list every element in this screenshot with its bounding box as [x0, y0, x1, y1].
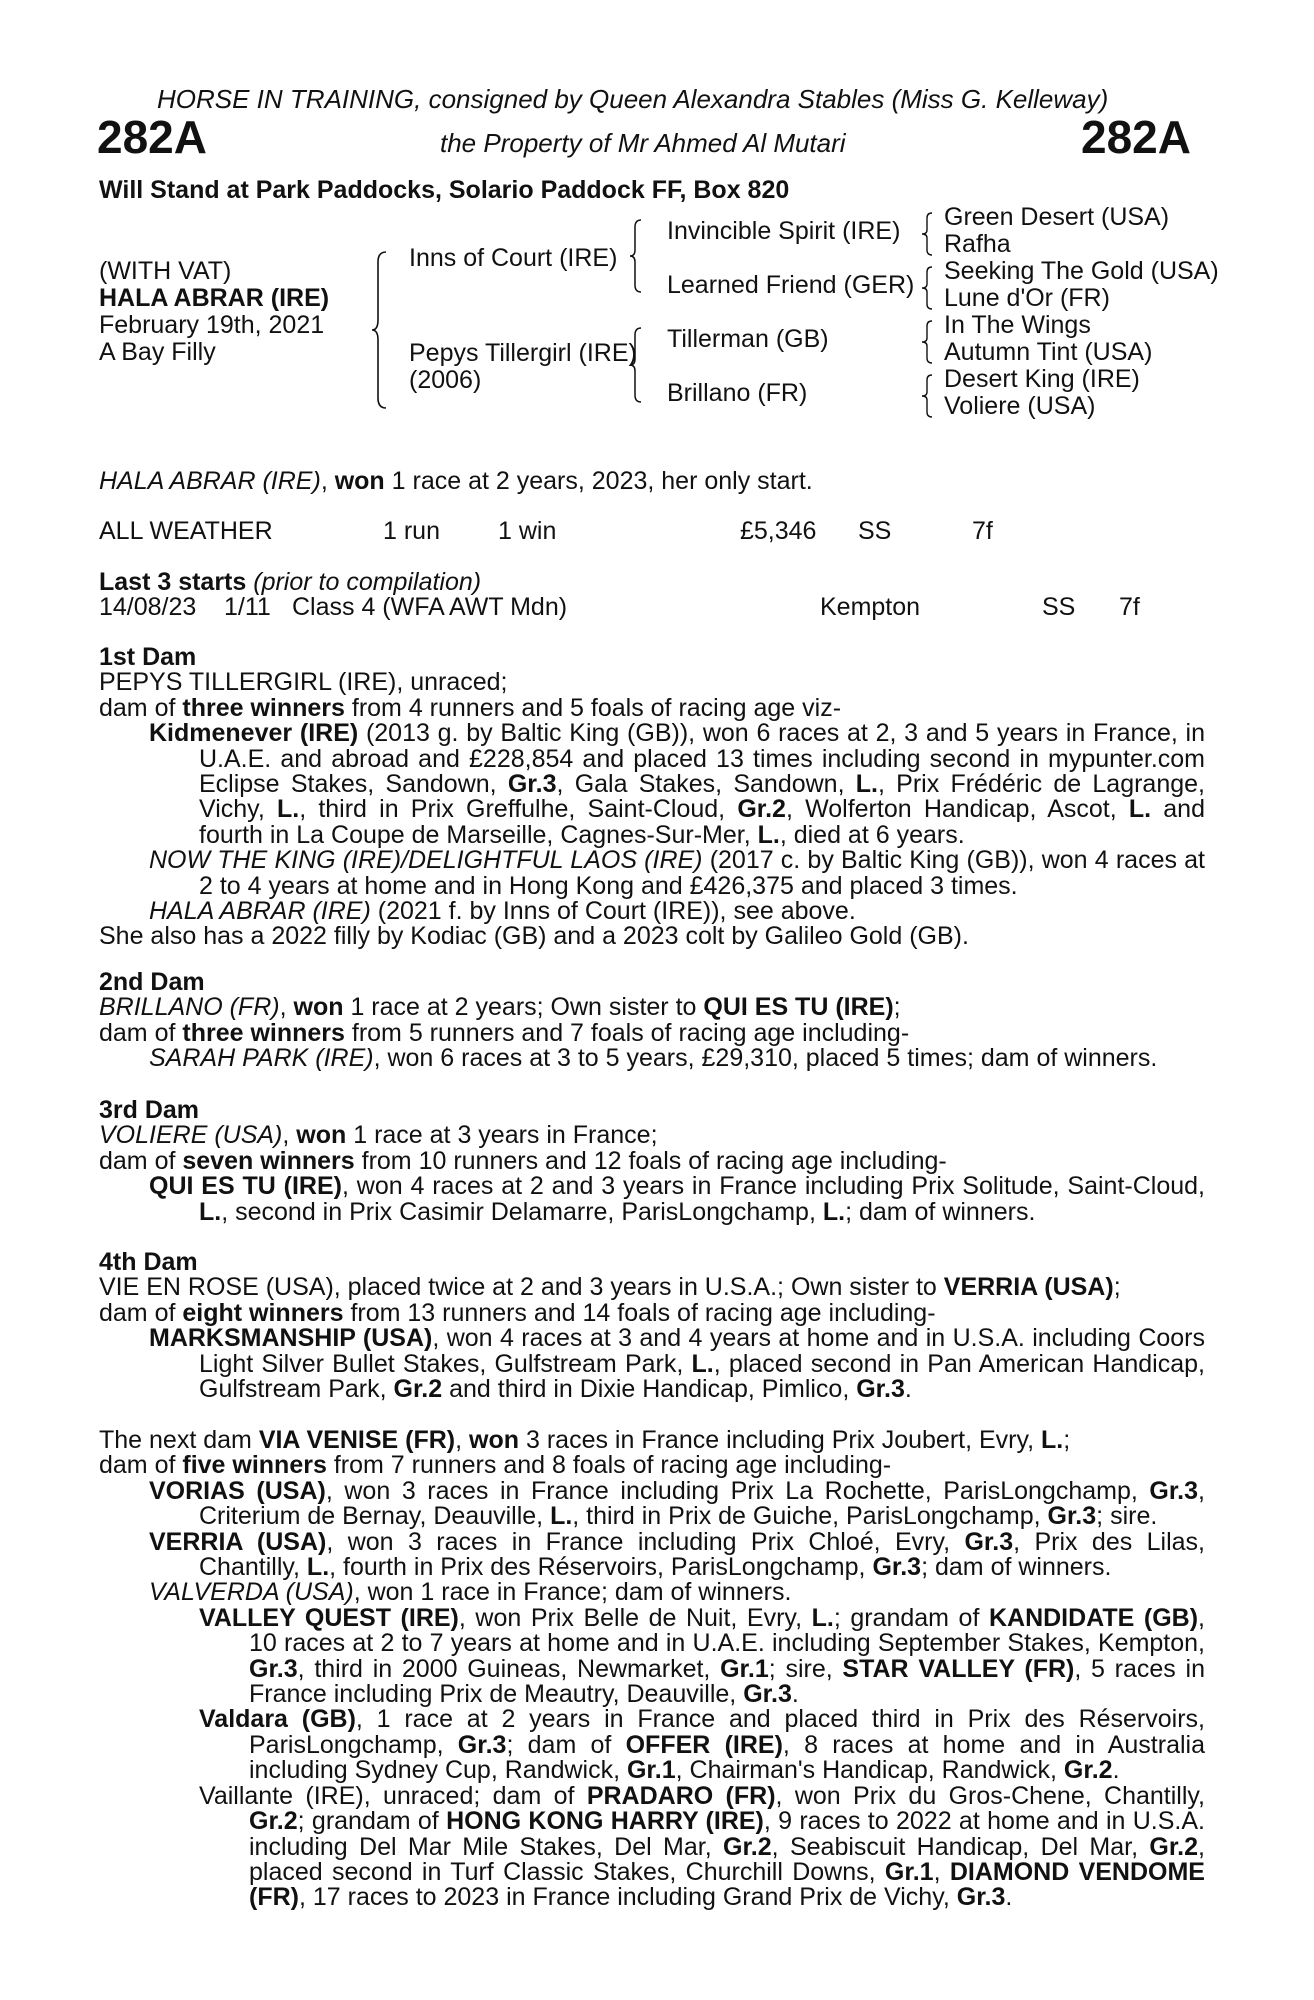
lot-number-left: 282A — [97, 111, 207, 163]
fourth-dam-produce-1: MARKSMANSHIP (USA), won 4 races at 3 and 4 years at home and in U.S.A. including Coors Light Silver Bullet Stakes, Gulfstream Park, L., placed second in Pan American Handicap, Gulfstream Park, Gr.2 and third in Dixie Handicap, Pimlico, Gr.3. — [149, 1324, 1205, 1404]
first-dam-produce-3: HALA ABRAR (IRE) (2021 f. by Inns of Court (IRE)), see above. — [149, 897, 856, 926]
second-dam-heading: 2nd Dam — [99, 968, 205, 996]
record-runs: 1 run — [383, 517, 440, 545]
summary-text: 1 race at 2 years, 2023, her only start. — [384, 467, 813, 495]
next-dam-section — [99, 1428, 1205, 1911]
pedigree-brace-g3 — [920, 319, 934, 365]
next-dam-intro: The next dam VIA VENISE (FR), won 3 races in France including Prix Joubert, Evry, L.; — [99, 1426, 1071, 1454]
first-dam-produce-summary: dam of three winners from 4 runners and 5 foals of racing age viz- — [99, 693, 842, 722]
record-earnings: £5,346 — [740, 517, 817, 545]
last-starts-title: Last 3 starts — [99, 568, 247, 596]
consignor-line: HORSE IN TRAINING, consigned by Queen Alexandra Stables (Miss G. Kelleway) — [157, 84, 1109, 114]
first-dam-also: She also has a 2022 filly by Kodiac (GB) and a 2023 colt by Galileo Gold (GB). — [99, 922, 969, 951]
second-dam-intro: BRILLANO (FR), won 1 race at 2 years; Own sister to QUI ES TU (IRE); — [99, 993, 901, 1022]
start-distance: 7f — [1119, 593, 1140, 621]
start-course: Kempton — [820, 593, 921, 621]
first-dam-section — [99, 645, 1205, 950]
next-dam-produce-vorias: VORIAS (USA), won 3 races in France including Prix La Rochette, ParisLongchamp, Gr.3, Criterium de Bernay, Deauville, L., third in Prix de Guiche, ParisLongchamp, Gr.3; sire. — [149, 1476, 1205, 1531]
pedigree-g6: Autumn Tint (USA) — [944, 338, 1153, 366]
pedigree-sire-sire: Invincible Spirit (IRE) — [667, 217, 901, 245]
horse-description: A Bay Filly — [99, 338, 216, 366]
record-wins: 1 win — [498, 517, 557, 545]
fourth-dam-intro: VIE EN ROSE (USA), placed twice at 2 and 3 years in U.S.A.; Own sister to VERRIA (USA); — [99, 1273, 1121, 1302]
next-dam-produce-summary: dam of five winners from 7 runners and 8 foals of racing age including- — [99, 1451, 892, 1480]
summary-horse-name: HALA ABRAR (IRE) — [99, 467, 321, 495]
fourth-dam-heading: 4th Dam — [99, 1248, 198, 1276]
horse-name: HALA ABRAR (IRE) — [99, 284, 330, 312]
vat-label: (WITH VAT) — [99, 257, 232, 285]
start-going: SS — [1042, 593, 1076, 621]
last-starts-heading — [99, 570, 481, 596]
pedigree-g7: Desert King (IRE) — [944, 365, 1140, 393]
third-dam-section — [99, 1098, 1205, 1225]
race-summary: HALA ABRAR (IRE), won 1 race at 2 years, 2023, her only start. — [99, 467, 813, 495]
last-starts-note: (prior to compilation) — [253, 568, 482, 596]
fourth-dam-section — [99, 1250, 1205, 1402]
first-dam-intro: PEPYS TILLERGIRL (IRE), unraced; — [99, 668, 508, 697]
pedigree-brace-sire — [628, 218, 644, 294]
start-race: Class 4 (WFA AWT Mdn) — [292, 593, 568, 621]
pedigree-dam-sire: Tillerman (GB) — [667, 325, 829, 353]
pedigree-g1: Green Desert (USA) — [944, 203, 1170, 231]
record-going: SS — [858, 517, 892, 545]
owner-line: the Property of Mr Ahmed Al Mutari — [440, 128, 846, 158]
first-dam-heading: 1st Dam — [99, 643, 197, 671]
pedigree-dam-year: (2006) — [409, 366, 482, 394]
foaled-date: February 19th, 2021 — [99, 311, 325, 339]
third-dam-heading: 3rd Dam — [99, 1096, 200, 1124]
pedigree-g3: Seeking The Gold (USA) — [944, 257, 1219, 285]
valverda-produce-valley-quest: VALLEY QUEST (IRE), won Prix Belle de Nuit, Evry, L.; grandam of KANDIDATE (GB), 10 races at 2 to 7 years at home and in U.A.E. including September Stakes, Kempton, Gr.3, third in 2000 Guineas, Newmarket, Gr.1; sire, STAR VALLEY (FR), 5 races in France including Prix de Meautry, Deauville, Gr.3. — [199, 1603, 1205, 1709]
pedigree-dam-dam: Brillano (FR) — [667, 379, 808, 407]
third-dam-produce-1: QUI ES TU (IRE), won 4 races at 2 and 3 years in France including Prix Solitude, Saint-Cloud, L., second in Prix Casimir Delamarre, ParisLongchamp, L.; dam of winners. — [149, 1172, 1205, 1226]
pedigree-g2: Rafha — [944, 230, 1011, 258]
valverda-produce-vaillante: Vaillante (IRE), unraced; dam of PRADARO (FR), won Prix du Gros-Chene, Chantilly, Gr.2; grandam of HONG KONG HARRY (IRE), 9 races to 2022 at home and in U.S.A. including Del Mar Mile Stakes, Del Mar, Gr.2, Seabiscuit Handicap, Del Mar, Gr.2, placed second in Turf Classic Stakes, Churchill Downs, Gr.1, DIAMOND VENDOME (FR), 17 races to 2023 in France including Grand Prix de Vichy, Gr.3. — [199, 1781, 1205, 1912]
pedigree-brace-g2 — [920, 265, 934, 311]
record-distance: 7f — [972, 517, 993, 545]
fourth-dam-produce-summary: dam of eight winners from 13 runners and 14 foals of racing age including- — [99, 1298, 936, 1327]
record-surface: ALL WEATHER — [99, 517, 273, 545]
summary-won: won — [334, 467, 385, 495]
pedigree-sire: Inns of Court (IRE) — [409, 244, 618, 272]
second-dam-produce-1: SARAH PARK (IRE), won 6 races at 3 to 5 years, £29,310, placed 5 times; dam of winners. — [149, 1044, 1158, 1073]
first-dam-produce-1: Kidmenever (IRE) (2013 g. by Baltic King (GB)), won 6 races at 2, 3 and 5 years in France, in U.A.E. and abroad and £228,854 and placed 13 times including second in mypunter.com Eclipse Stakes, Sandown, Gr.3, Gala Stakes, Sandown, L., Prix Frédéric de Lagrange, Vichy, L., third in Prix Greffulhe, Saint-Cloud, Gr.2, Wolferton Handicap, Ascot, L. and fourth in La Coupe de Marseille, Cagnes-Sur-Mer, L., died at 6 years. — [149, 719, 1205, 849]
start-date: 14/08/23 — [99, 593, 197, 621]
pedigree-g8: Voliere (USA) — [944, 392, 1096, 420]
stand-line: Will Stand at Park Paddocks, Solario Paddock FF, Box 820 — [99, 176, 790, 204]
pedigree-brace-g1 — [920, 211, 934, 257]
third-dam-intro: VOLIERE (USA), won 1 race at 3 years in France; — [99, 1121, 658, 1150]
lot-number-right: 282A — [1081, 111, 1191, 163]
second-dam-section — [99, 970, 1205, 1072]
pedigree-g5: In The Wings — [944, 311, 1091, 339]
pedigree-sire-dam: Learned Friend (GER) — [667, 271, 915, 299]
first-dam-produce-2: NOW THE KING (IRE)/DELIGHTFUL LAOS (IRE) (2017 c. by Baltic King (GB)), won 4 races at 2 to 4 years at home and in Hong Kong and £426,375 and placed 3 times. — [149, 846, 1205, 900]
next-dam-produce-valverda: VALVERDA (USA), won 1 race in France; dam of winners. — [149, 1578, 792, 1607]
pedigree-g4: Lune d'Or (FR) — [944, 284, 1110, 312]
valverda-produce-valdara: Valdara (GB), 1 race at 2 years in France and placed third in Prix des Réservoirs, ParisLongchamp, Gr.3; dam of OFFER (IRE), 8 races at home and in Australia including Sydney Cup, Randwick, Gr.1, Chairman's Handicap, Randwick, Gr.2. — [199, 1705, 1205, 1785]
pedigree-brace-main — [370, 250, 390, 410]
pedigree-brace-g4 — [920, 373, 934, 419]
pedigree-dam: Pepys Tillergirl (IRE) — [409, 339, 637, 367]
second-dam-produce-summary: dam of three winners from 5 runners and 7 foals of racing age including- — [99, 1018, 910, 1047]
start-position: 1/11 — [224, 593, 271, 621]
third-dam-produce-summary: dam of seven winners from 10 runners and 12 foals of racing age including- — [99, 1146, 947, 1175]
next-dam-produce-verria: VERRIA (USA), won 3 races in France including Prix Chloé, Evry, Gr.3, Prix des Lilas, Chantilly, L., fourth in Prix des Réservoirs, ParisLongchamp, Gr.3; dam of winners. — [149, 1527, 1205, 1582]
